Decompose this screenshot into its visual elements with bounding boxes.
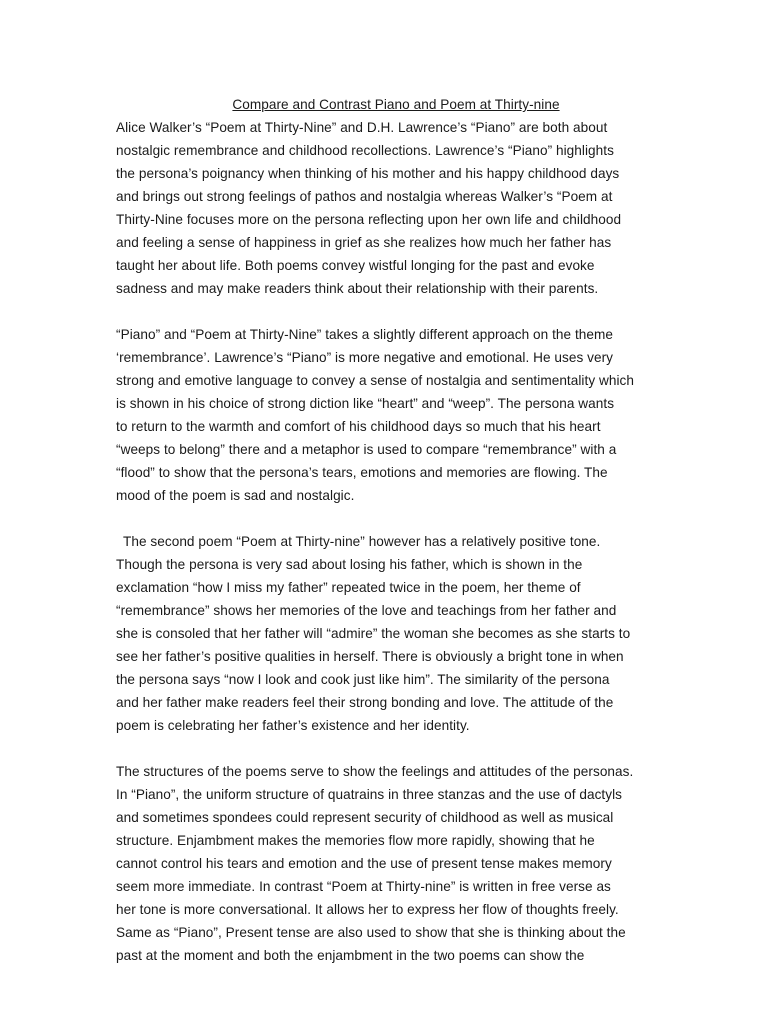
text-line: nostalgic remembrance and childhood recollections. Lawrence’s “Piano” highlights [116,143,614,158]
text-line: taught her about life. Both poems convey wistful longing for the past and evoke [116,258,595,273]
paragraph-2 [116,323,656,507]
text-line: and feeling a sense of happiness in grief as she realizes how much her father has [116,235,612,250]
text-line: she is consoled that her father will “admire” the woman she becomes as she starts to [116,626,631,641]
text-line: strong and emotive language to convey a sense of nostalgia and sentimentality which [116,373,635,388]
text-line: The second poem “Poem at Thirty-nine” however has a relatively positive tone. [123,534,601,549]
paragraph-4 [116,760,656,967]
text-line: “weeps to belong” there and a metaphor is used to compare “remembrance” with a [116,442,617,457]
text-line: see her father’s positive qualities in herself. There is obviously a bright tone in when [116,649,624,664]
text-line: ‘remembrance’. Lawrence’s “Piano” is more negative and emotional. He uses very [116,350,614,365]
text-line: Thirty-Nine focuses more on the persona reflecting upon her own life and childhood [116,212,622,227]
text-line: Same as “Piano”, Present tense are also used to show that she is thinking about the [116,925,626,940]
document-page [116,94,656,990]
text-line: mood of the poem is sad and nostalgic. [116,488,355,503]
text-line: past at the moment and both the enjambment in the two poems can show the [116,948,585,963]
text-line: and sometimes spondees could represent security of childhood as well as musical [116,810,614,825]
text-line: seem more immediate. In contrast “Poem at Thirty-nine” is written in free verse as [116,879,611,894]
text-line: The structures of the poems serve to show the feelings and attitudes of the personas. [116,764,634,779]
text-line: “remembrance” shows her memories of the love and teachings from her father and [116,603,617,618]
text-line: is shown in his choice of strong diction like “heart” and “weep”. The persona wants [116,396,615,411]
document-title: Compare and Contrast Piano and Poem at Thirty-nine [232,97,560,112]
paragraph-3 [116,530,656,737]
text-line: structure. Enjambment makes the memories flow more rapidly, showing that he [116,833,595,848]
text-line: cannot control his tears and emotion and the use of present tense makes memory [116,856,612,871]
paragraph-1 [116,116,656,300]
text-line: “Piano” and “Poem at Thirty-Nine” takes a slightly different approach on the theme [116,327,614,342]
text-line: poem is celebrating her father’s existence and her identity. [116,718,470,733]
text-line: Though the persona is very sad about losing his father, which is shown in the [116,557,583,572]
text-line: the persona’s poignancy when thinking of his mother and his happy childhood days [116,166,620,181]
text-line: In “Piano”, the uniform structure of quatrains in three stanzas and the use of dactyls [116,787,623,802]
text-line: “flood” to show that the persona’s tears, emotions and memories are flowing. The [116,465,608,480]
text-line: the persona says “now I look and cook just like him”. The similarity of the persona [116,672,610,687]
text-line: and her father make readers feel their strong bonding and love. The attitude of the [116,695,614,710]
text-line: to return to the warmth and comfort of his childhood days so much that his heart [116,419,601,434]
text-line: and brings out strong feelings of pathos and nostalgia whereas Walker’s “Poem at [116,189,613,204]
text-line: sadness and may make readers think about their relationship with their parents. [116,281,599,296]
text-line: Alice Walker’s “Poem at Thirty-Nine” and D.H. Lawrence’s “Piano” are both about [116,120,608,135]
text-line: exclamation “how I miss my father” repeated twice in the poem, her theme of [116,580,581,595]
text-line: her tone is more conversational. It allows her to express her flow of thoughts freely. [116,902,619,917]
